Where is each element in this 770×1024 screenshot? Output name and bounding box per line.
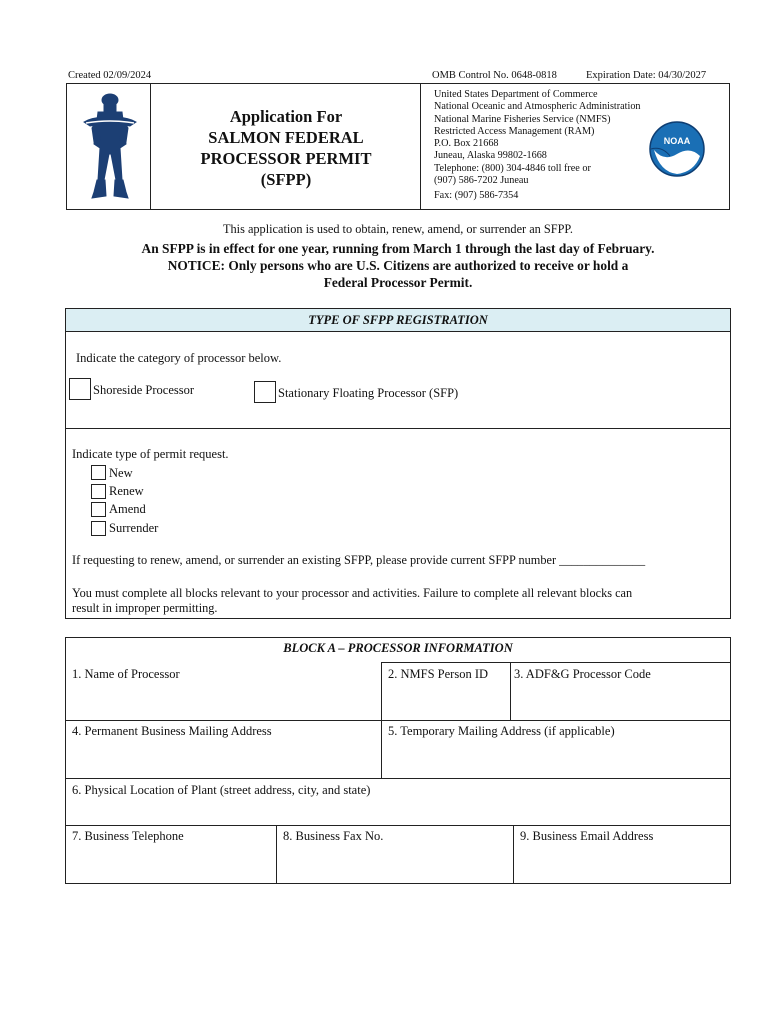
purpose-text: This application is used to obtain, renew, amend, or surrender an SFPP.: [223, 222, 573, 236]
agency-line: National Marine Fisheries Service (NMFS): [434, 113, 611, 125]
floating-processor-label: Stationary Floating Processor (SFP): [278, 386, 459, 400]
renew-label: Renew: [109, 484, 144, 498]
amend-label: Amend: [109, 502, 146, 516]
effect-text: An SFPP is in effect for one year, running from March 1 through the last day of February.: [141, 241, 655, 256]
nmfs-person-id-field[interactable]: 2. NMFS Person ID: [388, 667, 489, 681]
notice-line-2: Federal Processor Permit.: [323, 275, 473, 290]
notice-line-1: NOTICE: Only persons who are U.S. Citizens are authorized to receive or hold a: [167, 258, 629, 273]
permanent-address-field[interactable]: 4. Permanent Business Mailing Address: [72, 724, 272, 738]
business-fax-field[interactable]: 8. Business Fax No.: [283, 829, 384, 843]
renew-checkbox[interactable]: [91, 484, 106, 499]
agency-line: Telephone: (800) 304-4846 toll free or: [434, 162, 591, 174]
expiration-date: Expiration Date: 04/30/2027: [586, 70, 707, 81]
registration-heading: TYPE OF SFPP REGISTRATION: [66, 309, 730, 332]
surrender-label: Surrender: [109, 521, 159, 535]
temporary-address-field[interactable]: 5. Temporary Mailing Address (if applicable): [388, 724, 615, 738]
agency-line: Fax: (907) 586-7354: [434, 190, 519, 202]
shoreside-label: Shoreside Processor: [93, 383, 195, 397]
noaa-logo: [648, 120, 706, 178]
agency-line: Restricted Access Management (RAM): [434, 125, 595, 137]
surrender-checkbox[interactable]: [91, 521, 106, 536]
created-date: Created 02/09/2024: [68, 70, 152, 81]
business-telephone-field[interactable]: 7. Business Telephone: [72, 829, 184, 843]
agency-line: United States Department of Commerce: [434, 89, 598, 100]
new-checkbox[interactable]: [91, 465, 106, 480]
agency-line: Juneau, Alaska 99802-1668: [434, 150, 547, 162]
title-line-1: Application For: [229, 107, 343, 126]
agency-address: [434, 89, 674, 203]
agency-line: (907) 586-7202 Juneau: [434, 175, 529, 187]
request-prompt: Indicate type of permit request.: [72, 447, 229, 461]
amend-checkbox[interactable]: [91, 502, 106, 517]
block-a-heading: BLOCK A – PROCESSOR INFORMATION: [283, 641, 513, 655]
agency-line: National Oceanic and Atmospheric Administration: [434, 101, 641, 113]
title-line-3: PROCESSOR PERMIT: [200, 149, 372, 168]
adfg-processor-code-field[interactable]: 3. ADF&G Processor Code: [514, 667, 651, 681]
complete-line-2: result in improper permitting.: [72, 601, 218, 615]
existing-sfpp-number[interactable]: If requesting to renew, amend, or surrender an existing SFPP, please provide current SFPP number ______________: [72, 553, 646, 567]
business-email-field[interactable]: 9. Business Email Address: [520, 829, 654, 843]
floating-processor-checkbox[interactable]: [254, 381, 276, 403]
fisherman-logo: [80, 88, 140, 204]
complete-line-1: You must complete all blocks relevant to your processor and activities. Failure to complete all relevant blocks can: [72, 586, 633, 600]
omb-control: OMB Control No. 0648-0818: [432, 70, 557, 81]
title-line-2: SALMON FEDERAL: [208, 128, 364, 147]
form-title: [152, 106, 420, 190]
new-label: New: [109, 466, 133, 480]
category-prompt: Indicate the category of processor below.: [76, 351, 282, 365]
noaa-text: NOAA: [663, 136, 691, 146]
title-line-4: (SFPP): [260, 170, 312, 189]
shoreside-checkbox[interactable]: [69, 378, 91, 400]
plant-location-field[interactable]: 6. Physical Location of Plant (street address, city, and state): [72, 783, 371, 797]
processor-name-field[interactable]: 1. Name of Processor: [72, 667, 180, 681]
agency-line: P.O. Box 21668: [434, 138, 499, 150]
